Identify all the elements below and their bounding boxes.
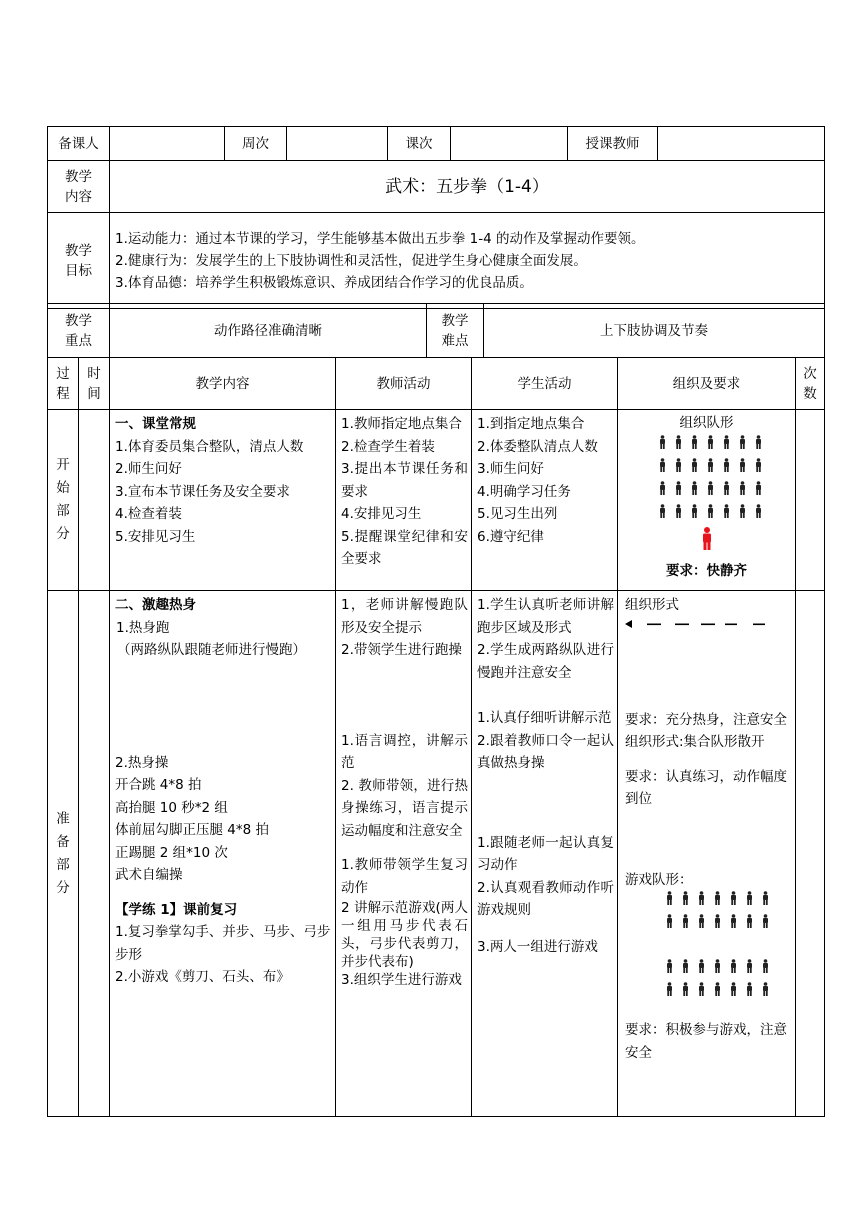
formation-row [665,959,792,973]
start-section-label: 开 始 部 分 [48,410,79,591]
formation-row [665,891,792,905]
start-content: 一、课堂常规 1.体育委员集合整队，清点人数 2.师生问好 3.宣布本节课任务及安全要求 4.检查着装 5.安排见习生 [110,410,336,591]
col-process: 过 程 [48,358,79,410]
objective-item: 3.体育品德：培养学生积极锻炼意识、养成团结合作学习的优良品质。 [115,275,533,291]
col-organization: 组织及要求 [618,358,796,410]
formation-row [658,504,795,518]
person-icon [722,435,731,449]
objective-item: 2.健康行为：发展学生的上下肢协调性和灵活性，促进学生身心健康全面发展。 [115,253,587,269]
teacher-figure [618,527,795,557]
week-label: 周次 [225,127,287,161]
prep-student: 1.学生认真听老师讲解跑步区域及形式 2.学生成两路纵队进行慢跑并注意安全 1.认真仔细听讲解示范 2.跟着教师口令一起认真做热身操 1.跟随老师一起认真复习动作 2.认真观看教师动作听游戏规则 3.两人一组进行游戏 [472,591,618,1117]
person-icon [754,458,763,472]
person-icon [729,914,738,928]
person-icon [761,914,770,928]
person-icon [697,959,706,973]
objectives-list [110,213,825,309]
person-icon [674,435,683,449]
person-icon [754,504,763,518]
person-icon [713,959,722,973]
person-icon [690,504,699,518]
teacher-value[interactable] [658,127,825,161]
game-org-title: 游戏队形： [625,871,693,888]
col-time: 时 间 [79,358,110,410]
start-organization [618,410,796,591]
warmup-requirement: 要求：充分热身，注意安全 [625,711,787,728]
preparer-value[interactable] [110,127,225,161]
person-icon [706,504,715,518]
difficulty-label: 教学 难点 [427,304,484,358]
key-point-label: 教学 重点 [48,304,110,358]
game-formation-top [625,891,792,928]
person-icon [706,481,715,495]
person-icon [754,435,763,449]
col-teacher: 教师活动 [336,358,472,410]
person-icon [674,481,683,495]
formation-row [658,458,795,472]
person-icon [722,481,731,495]
warmup-org-title: 组织形式 [625,597,679,613]
prep-content: 二、激趣热身 1.热身跑 （两路纵队跟随老师进行慢跑） 2.热身操 开合跳 4*8 拍 高抬腿 10 秒*2 组 体前屈勾脚正压腿 4*8 拍 正踢腿 2 组*10 次 武术自编操 【学练 1】课前复习 1.复习拳掌勾手、并步、马步、弓步步形 2.小游戏《剪刀、石头、布》 [110,591,336,1117]
lesson-title: 武术：五步拳（1-4） [110,161,825,213]
lesson-number-value[interactable] [451,127,568,161]
start-time[interactable] [79,410,110,591]
game-formation-bottom [625,959,792,996]
person-icon [665,891,674,905]
person-icon [738,435,747,449]
teacher-label: 授课教师 [568,127,658,161]
person-icon [690,481,699,495]
person-icon [674,458,683,472]
prep-count[interactable] [796,591,825,1117]
prep-organization [618,591,796,1117]
teacher-person-icon [701,527,713,551]
person-icon [658,504,667,518]
key-point-value: 动作路径准确清晰 [110,304,427,358]
person-icon [729,982,738,996]
person-icon [761,982,770,996]
prep-time[interactable] [79,591,110,1117]
start-teacher: 1.教师指定地点集合 2.检查学生着装 3.提出本节课任务和要求 4.安排见习生 5.提醒课堂纪律和安全要求 [336,410,472,591]
person-icon [713,982,722,996]
person-icon [665,982,674,996]
start-count[interactable] [796,410,825,591]
running-formation [625,617,792,641]
person-icon [706,458,715,472]
student-formation [618,435,795,518]
formation-row [658,481,795,495]
start-student: 1.到指定地点集合 2.体委整队清点人数 3.师生问好 4.明确学习任务 5.见习生出列 6.遵守纪律 [472,410,618,591]
person-icon [681,891,690,905]
start-requirement: 要求：快静齐 [666,563,747,579]
person-icon [761,891,770,905]
col-student: 学生活动 [472,358,618,410]
game-requirement: 要求：积极参与游戏，注意安全 [625,1022,787,1061]
person-icon [697,914,706,928]
person-icon [738,481,747,495]
lesson-header-table [47,126,825,309]
person-icon [713,891,722,905]
person-icon [674,504,683,518]
person-icon [738,458,747,472]
person-icon [729,891,738,905]
prep-section-label: 准 备 部 分 [48,591,79,1117]
person-icon [681,914,690,928]
person-icon [745,914,754,928]
prep-teacher: 1，老师讲解慢跑队形及安全提示 2.带领学生进行跑操 1.语言调控，讲解示范 2. 教师带领，进行热身操练习，语言提示运动幅度和注意安全 1.教师带领学生复习动作 2 讲解示范游戏(两人一组用马步代表石头，弓步代表剪刀，并步代表布) 3.组织学生进行游戏 [336,591,472,1117]
person-icon [697,982,706,996]
person-icon [722,504,731,518]
person-icon [745,959,754,973]
person-icon [665,914,674,928]
difficulty-value: 上下肢协调及节奏 [484,304,825,358]
formation-title: 组织队形 [679,415,734,431]
person-icon [738,504,747,518]
objective-item: 1.运动能力：通过本节课的学习，学生能够基本做出五步拳 1-4 的动作及掌握动作要领。 [115,231,645,247]
person-icon [745,982,754,996]
person-icon [658,481,667,495]
col-count: 次 数 [796,358,825,410]
week-value[interactable] [287,127,388,161]
formation-row [665,914,792,928]
arrow-left-icon [625,618,775,632]
person-icon [729,959,738,973]
person-icon [681,959,690,973]
person-icon [722,458,731,472]
lesson-number-label: 课次 [388,127,451,161]
person-icon [658,435,667,449]
objectives-label: 教学 目标 [48,213,110,309]
person-icon [697,891,706,905]
person-icon [706,435,715,449]
person-icon [658,458,667,472]
person-icon [745,891,754,905]
person-icon [754,481,763,495]
exercise-org-formation: 组织形式:集合队形散开 [625,734,765,750]
person-icon [690,458,699,472]
person-icon [665,959,674,973]
focus-table [47,303,825,358]
exercise-requirement: 要求：认真练习，动作幅度到位 [625,768,787,807]
process-table [47,357,825,1117]
col-content: 教学内容 [110,358,336,410]
content-label: 教学 内容 [48,161,110,213]
person-icon [681,982,690,996]
person-icon [690,435,699,449]
formation-row [665,982,792,996]
preparer-label: 备课人 [48,127,110,161]
person-icon [713,914,722,928]
person-icon [761,959,770,973]
formation-row [658,435,795,449]
